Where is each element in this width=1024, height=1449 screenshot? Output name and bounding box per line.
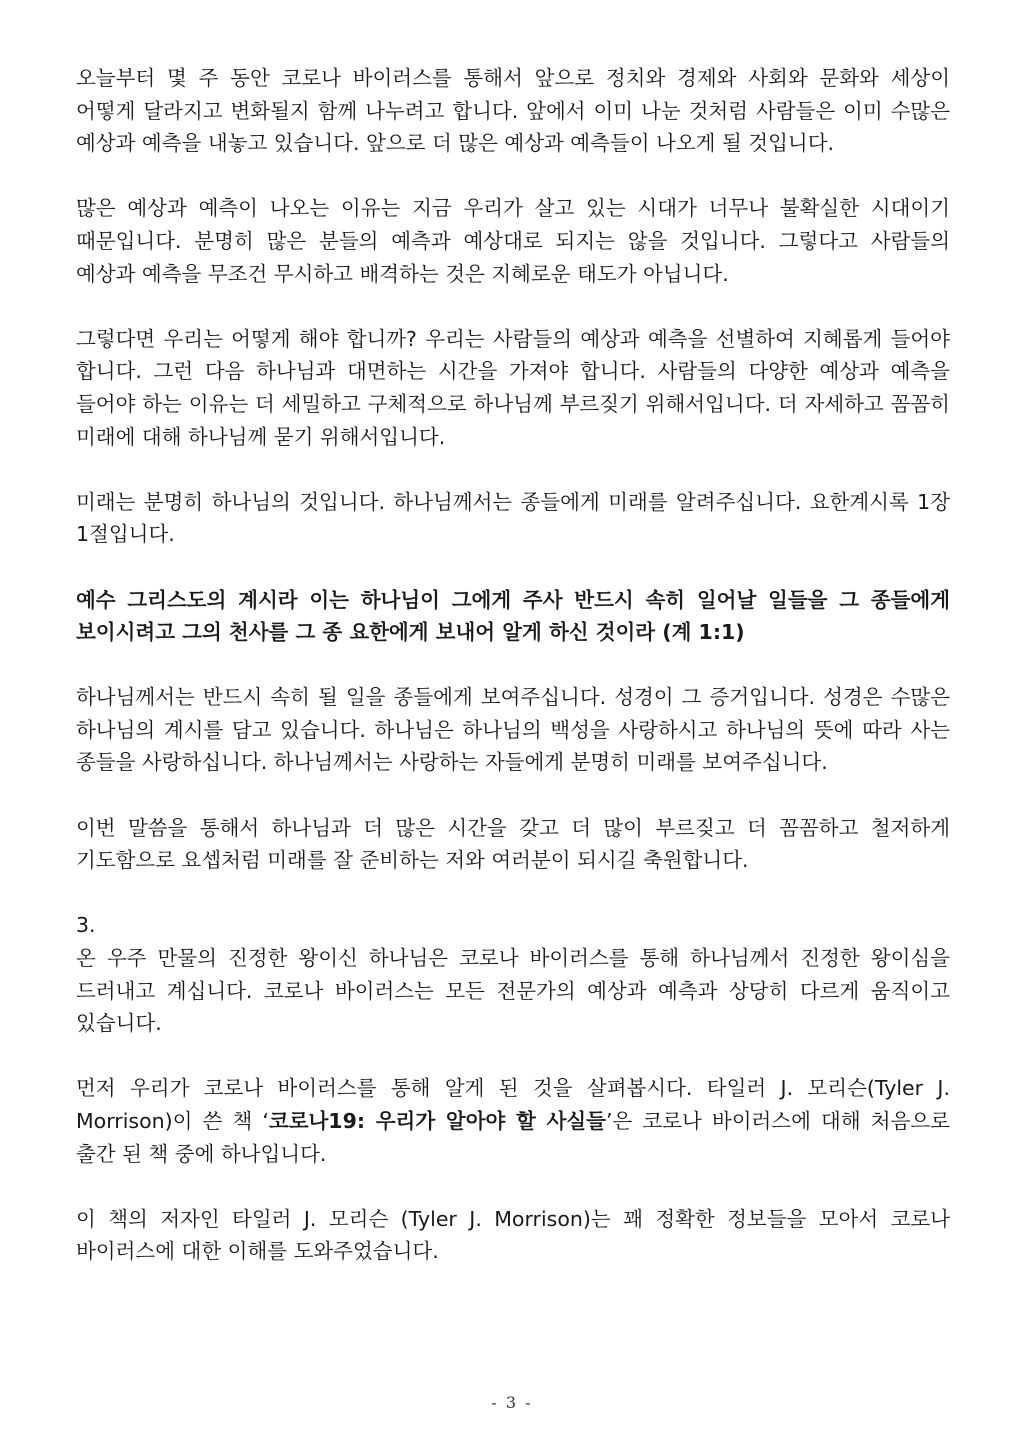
section-number: 3.	[76, 913, 96, 938]
paragraph-blessing: 이번 말씀을 통해서 하나님과 더 많은 시간을 갖고 더 많이 부르짖고 더 꼼꼼하고 철저하게 기도함으로 요셉처럼 미래를 잘 준비하는 저와 여러분이 되시길 축원합니다.	[76, 815, 950, 873]
paragraph-book-intro	[76, 1072, 950, 1170]
page-number: - 3 -	[491, 1393, 533, 1412]
document-body	[76, 62, 950, 1301]
book-title: 코로나19: 우리가 알아야 할 사실들	[268, 1109, 606, 1133]
paragraph-uncertainty: 많은 예상과 예측이 나오는 이유는 지금 우리가 살고 있는 시대가 너무나 불확실한 시대이기 때문입니다. 분명히 많은 분들의 예측과 예상대로 되지는 않을 것입니다. 그렇다고 사람들의 예상과 예측을 무조건 무시하고 배격하는 것은 지혜로운 태도가 아닙니다.	[76, 196, 950, 286]
paragraph-future-belongs-to-god: 미래는 분명히 하나님의 것입니다. 하나님께서는 종들에게 미래를 알려주십니다. 요한계시록 1장 1절입니다.	[76, 489, 950, 547]
paragraph-god-reveals: 하나님께서는 반드시 속히 될 일을 종들에게 보여주십니다. 성경이 그 증거입니다. 성경은 수많은 하나님의 계시를 담고 있습니다. 하나님은 하나님의 백성을 사랑하시고 하나님의 뜻에 따라 사는 종들을 사랑하십니다. 하나님께서는 사랑하는 자들에게 분명히 미래를 보여주십니다.	[76, 685, 950, 775]
scripture-quote: 예수 그리스도의 계시라 이는 하나님이 그에게 주사 반드시 속히 일어날 일들을 그 종들에게 보이시려고 그의 천사를 그 종 요한에게 보내어 알게 하신 것이라 (계 1:1)	[76, 587, 950, 645]
paragraph-intro: 오늘부터 몇 주 동안 코로나 바이러스를 통해서 앞으로 정치와 경제와 사회와 문화와 세상이 어떻게 달라지고 변화될지 함께 나누려고 합니다. 앞에서 이미 나눈 것처럼 사람들은 이미 수많은 예상과 예측을 내놓고 있습니다. 앞으로 더 많은 예상과 예측들이 나오게 될 것입니다.	[76, 66, 950, 156]
paragraph-true-king: 온 우주 만물의 진정한 왕이신 하나님은 코로나 바이러스를 통해 하나님께서 진정한 왕이심을 드러내고 계십니다. 코로나 바이러스는 모든 전문가의 예상과 예측과 상당히 다르게 움직이고 있습니다.	[76, 946, 950, 1036]
paragraph-author: 이 책의 저자인 타일러 J. 모리슨 (Tyler J. Morrison)는 꽤 정확한 정보들을 모아서 코로나 바이러스에 대한 이해를 도와주었습니다.	[76, 1206, 950, 1264]
book-intro-text-after: ’은 코로나 바이러스에 대해 처음으로 출간 된 책 중에 하나입니다.	[76, 1109, 950, 1166]
paragraph-how-to-respond: 그렇다면 우리는 어떻게 해야 합니까? 우리는 사람들의 예상과 예측을 선별하여 지혜롭게 들어야 합니다. 그런 다음 하나님과 대면하는 시간을 가져야 합니다. 사람들의 다양한 예상과 예측을 들어야 하는 이유는 더 세밀하고 구체적으로 하나님께 부르짖기 위해서입니다. 더 자세하고 꼼꼼히 미래에 대해 하나님께 묻기 위해서입니다.	[76, 326, 950, 449]
book-intro-text-before: 먼저 우리가 코로나 바이러스를 통해 알게 된 것을 살펴봅시다. 타일러 J. 모리슨(Tyler J. Morrison)이 쓴 책 ‘	[76, 1076, 950, 1133]
